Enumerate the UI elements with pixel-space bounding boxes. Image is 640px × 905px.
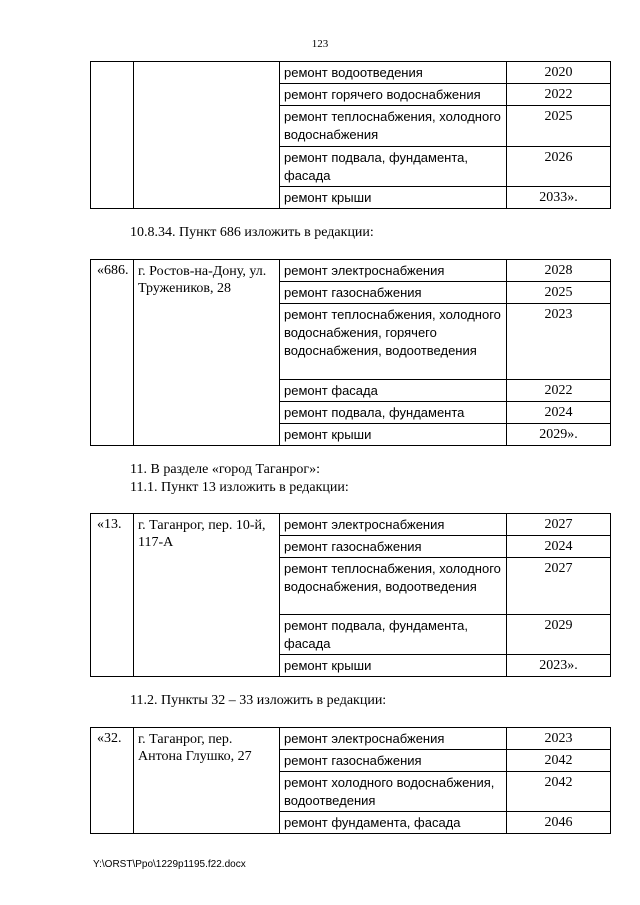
year-cell: 2020 [507, 62, 611, 84]
table-row [91, 514, 611, 536]
works-table-13 [90, 513, 611, 677]
page-number: 123 [311, 38, 329, 50]
year-cell: 2025 [507, 106, 611, 147]
work-cell: ремонт подвала, фундамента [280, 402, 507, 424]
address-cell: г. Ростов-на-Дону, ул. Тружеников, 28 [134, 260, 280, 446]
year-cell: 2046 [507, 812, 611, 834]
year-cell: 2025 [507, 282, 611, 304]
work-cell: ремонт теплоснабжения, холодного водоснабжения [280, 106, 507, 147]
year-cell: 2029». [507, 424, 611, 446]
table-row [91, 728, 611, 750]
year-cell: 2024 [507, 536, 611, 558]
paragraph-11: 11. В разделе «город Таганрог»: [130, 462, 320, 477]
year-cell: 2042 [507, 750, 611, 772]
works-table-686 [90, 259, 611, 446]
work-cell: ремонт горячего водоснабжения [280, 84, 507, 106]
year-cell: 2033». [507, 187, 611, 209]
paragraph-10-8-34: 10.8.34. Пункт 686 изложить в редакции: [130, 225, 374, 240]
address-cell: г. Таганрог, пер. 10-й, 117-А [134, 514, 280, 677]
work-cell: ремонт крыши [280, 655, 507, 677]
paragraph-11-2: 11.2. Пункты 32 – 33 изложить в редакции: [130, 693, 387, 708]
table-row [91, 260, 611, 282]
year-cell: 2024 [507, 402, 611, 424]
work-cell: ремонт газоснабжения [280, 282, 507, 304]
year-cell: 2022 [507, 84, 611, 106]
paragraph-11-1: 11.1. Пункт 13 изложить в редакции: [130, 480, 349, 495]
item-number-cell: «13. [91, 514, 134, 677]
work-cell: ремонт водоотведения [280, 62, 507, 84]
work-cell: ремонт газоснабжения [280, 750, 507, 772]
work-cell: ремонт подвала, фундамента, фасада [280, 615, 507, 655]
item-number-cell: «686. [91, 260, 134, 446]
work-cell: ремонт подвала, фундамента, фасада [280, 147, 507, 187]
works-table-32 [90, 727, 611, 834]
work-cell: ремонт электроснабжения [280, 514, 507, 536]
work-cell: ремонт крыши [280, 424, 507, 446]
year-cell: 2023 [507, 728, 611, 750]
work-cell: ремонт крыши [280, 187, 507, 209]
file-path-footer: Y:\ORST\Ppo\1229p1195.f22.docx [93, 859, 246, 870]
work-cell: ремонт электроснабжения [280, 260, 507, 282]
work-cell: ремонт фундамента, фасада [280, 812, 507, 834]
work-cell: ремонт электроснабжения [280, 728, 507, 750]
work-cell: ремонт холодного водоснабжения, водоотведения [280, 772, 507, 812]
work-cell: ремонт теплоснабжения, холодного водоснабжения, горячего водоснабжения, водоотведения [280, 304, 507, 380]
year-cell: 2022 [507, 380, 611, 402]
works-table-continued [90, 61, 611, 209]
address-cell [134, 62, 280, 209]
year-cell: 2027 [507, 558, 611, 615]
item-number-cell [91, 62, 134, 209]
year-cell: 2029 [507, 615, 611, 655]
year-cell: 2023 [507, 304, 611, 380]
year-cell: 2042 [507, 772, 611, 812]
work-cell: ремонт фасада [280, 380, 507, 402]
year-cell: 2026 [507, 147, 611, 187]
address-cell: г. Таганрог, пер. Антона Глушко, 27 [134, 728, 280, 834]
year-cell: 2027 [507, 514, 611, 536]
table-row [91, 62, 611, 84]
year-cell: 2028 [507, 260, 611, 282]
year-cell: 2023». [507, 655, 611, 677]
work-cell: ремонт теплоснабжения, холодного водоснабжения, водоотведения [280, 558, 507, 615]
item-number-cell: «32. [91, 728, 134, 834]
work-cell: ремонт газоснабжения [280, 536, 507, 558]
